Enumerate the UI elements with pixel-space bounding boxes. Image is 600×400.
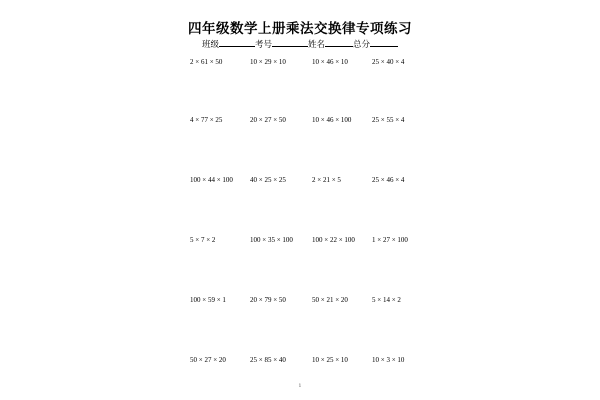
problem: 10 × 46 × 10 xyxy=(312,58,348,66)
problem: 25 × 55 × 4 xyxy=(372,116,405,124)
problem-row xyxy=(190,58,430,70)
problem: 25 × 40 × 4 xyxy=(372,58,405,66)
problem: 5 × 14 × 2 xyxy=(372,296,401,304)
problem: 100 × 35 × 100 xyxy=(250,236,293,244)
problem: 5 × 7 × 2 xyxy=(190,236,216,244)
problem: 50 × 27 × 20 xyxy=(190,356,226,364)
problem: 20 × 27 × 50 xyxy=(250,116,286,124)
problem-row xyxy=(190,356,430,368)
problem-row xyxy=(190,236,430,248)
student-info-line xyxy=(0,38,600,50)
exam-number-label: 考号 xyxy=(254,40,272,50)
class-blank xyxy=(219,38,255,47)
problem: 2 × 61 × 50 xyxy=(190,58,223,66)
exam-number-blank xyxy=(272,38,308,47)
problem: 25 × 46 × 4 xyxy=(372,176,405,184)
problem: 10 × 46 × 100 xyxy=(312,116,352,124)
worksheet-title: 四年级数学上册乘法交换律专项练习 xyxy=(188,21,412,37)
problem: 20 × 79 × 50 xyxy=(250,296,286,304)
name-label: 姓名 xyxy=(308,40,326,50)
problem: 2 × 21 × 5 xyxy=(312,176,341,184)
problem: 50 × 21 × 20 xyxy=(312,296,348,304)
class-label: 班级 xyxy=(201,40,219,50)
problem-row xyxy=(190,176,430,188)
problem: 1 × 27 × 100 xyxy=(372,236,408,244)
problem: 25 × 85 × 40 xyxy=(250,356,286,364)
problem: 10 × 29 × 10 xyxy=(250,58,286,66)
problem: 4 × 77 × 25 xyxy=(190,116,223,124)
problem: 100 × 59 × 1 xyxy=(190,296,226,304)
problem: 100 × 44 × 100 xyxy=(190,176,233,184)
problem: 10 × 3 × 10 xyxy=(372,356,405,364)
score-label: 总分 xyxy=(353,40,371,50)
problem-row xyxy=(190,116,430,128)
name-blank xyxy=(325,38,353,47)
problem: 10 × 25 × 10 xyxy=(312,356,348,364)
score-blank xyxy=(370,38,398,47)
page-number: 1 xyxy=(298,383,302,389)
problem-row xyxy=(190,296,430,308)
problem: 100 × 22 × 100 xyxy=(312,236,355,244)
problem: 40 × 25 × 25 xyxy=(250,176,286,184)
